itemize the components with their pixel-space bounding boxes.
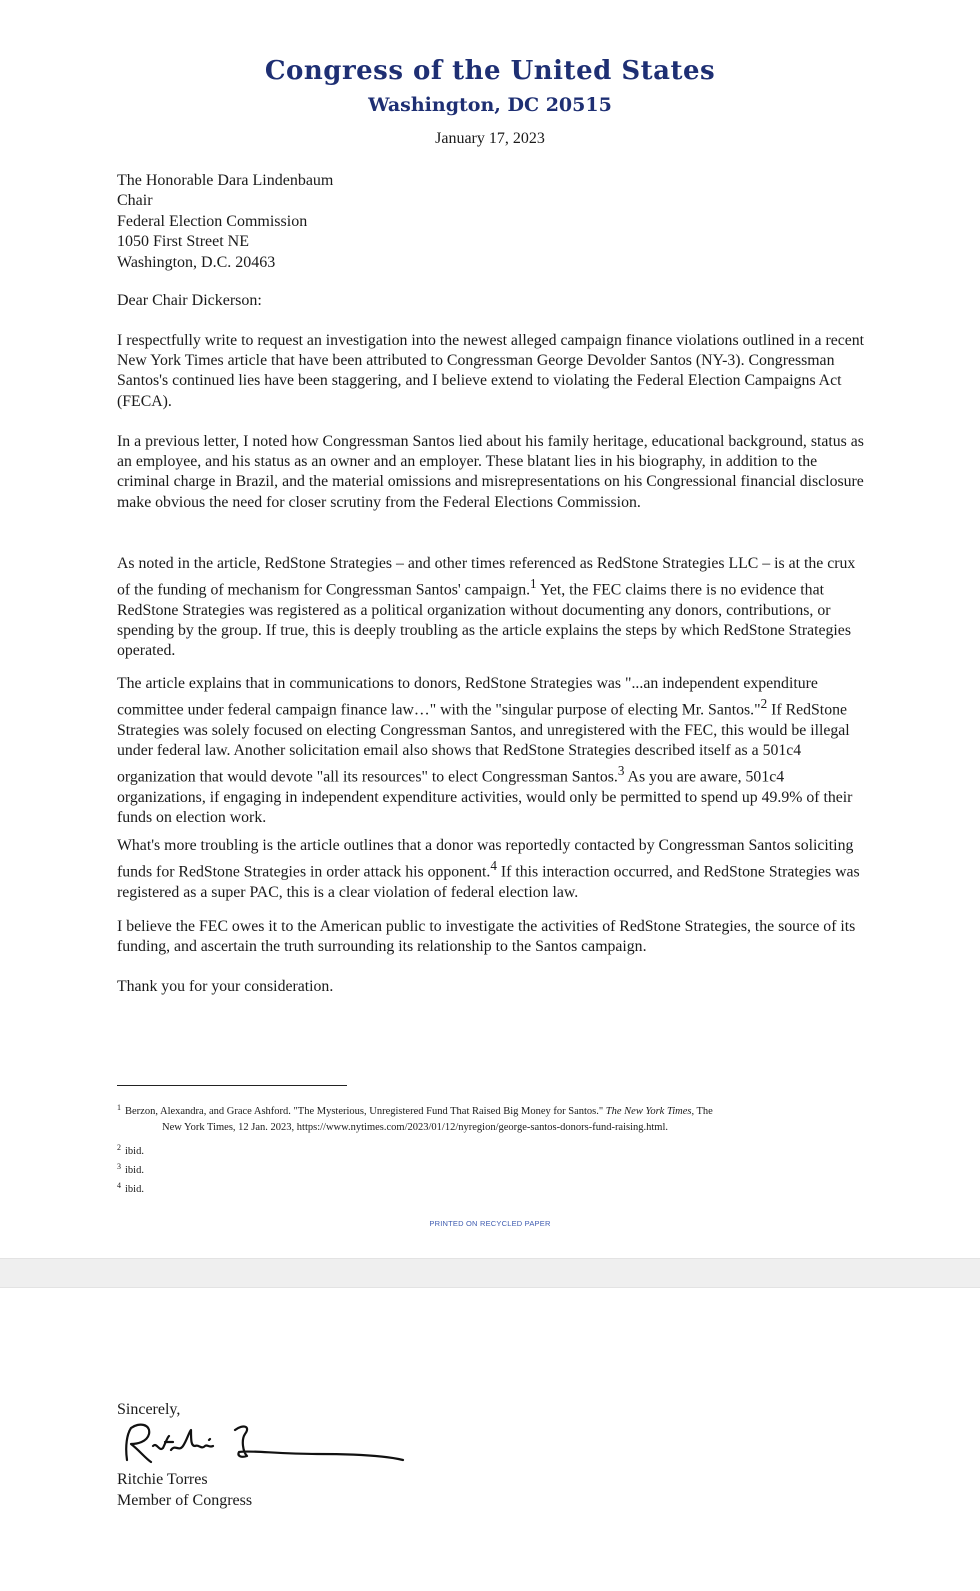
recipient-title: Chair: [117, 192, 153, 210]
recipient-name: The Honorable Dara Lindenbaum: [117, 172, 334, 189]
handwritten-signature: [117, 1416, 417, 1476]
body-paragraph-6: I believe the FEC owes it to the American public to investigate the activities of RedStone Strategies, the source of its funding, and ascertain the truth surrounding its relationship to the Santos campaign.: [117, 918, 856, 956]
paragraph-4-text-c: As you are aware, 501c4 organizations, if engaging in independent expenditure activities, would only be permitted to spend up 49.9% of their funds on election work.: [117, 768, 853, 826]
recipient-organization: Federal Election Commission: [117, 212, 308, 230]
footnote-2-text: ibid.: [125, 1146, 144, 1157]
body-paragraph-5: [117, 836, 865, 903]
letter-page-2: [0, 1288, 980, 1591]
recipient-city: Washington, D.C. 20463: [117, 253, 276, 271]
footnote-3-text: ibid.: [125, 1165, 144, 1176]
footnote-ref-4: 4: [490, 858, 497, 874]
footnote-2: [117, 1140, 857, 1160]
recipient-street: 1050 First Street NE: [117, 233, 249, 251]
footnote-1-number: 1: [117, 1103, 121, 1112]
footnote-ref-3: 3: [617, 763, 625, 779]
footnote-1: [117, 1100, 857, 1136]
footnote-4-text: ibid.: [125, 1184, 144, 1195]
paragraph-3-text-a: As noted in the article, RedStone Strategies – and other times referenced as RedStone Strategies LLC – is at the crux of the funding of mechanism for Congressman Santos' campaign.: [117, 555, 856, 599]
paragraph-5-text-b: If this interaction occurred, and RedStone Strategies was registered as a super PAC, this is a clear violation of federal election law.: [117, 863, 860, 901]
recipient-address: [117, 171, 333, 273]
footnote-1-text-c: New York Times, 12 Jan. 2023, https://www.nytimes.com/2023/01/12/nyregion/george-santos-donors-fund-raising.html.: [162, 1122, 669, 1133]
paragraph-4-text-b: If RedStone Strategies was solely focused on electing Congressman Santos, and unregistered with the FEC, this would be illegal under federal law. Another solicitation email also shows that RedStone Strategies described itself as a 501c4 organization that would devote "all its resources" to elect Congressman Santos.: [117, 701, 850, 786]
body-paragraph-3: [117, 554, 865, 661]
body-paragraph-1: I respectfully write to request an investigation into the newest alleged campaign finance violations outlined in a recent New York Times article that have been attributed to Congressman George Devolder Santos (NY-3). Congressman Santos's continued lies have been staggering, and I believe extend to violating the Federal Election Campaigns Act (FECA).: [117, 332, 865, 410]
signer-title: Member of Congress: [117, 1492, 253, 1509]
footnote-ref-2: 2: [760, 696, 768, 712]
salutation: Dear Chair Dickerson:: [117, 292, 262, 309]
valediction: Sincerely,: [117, 1401, 181, 1418]
footnote-2-number: 2: [117, 1143, 121, 1152]
paragraph-3-text-b: Yet, the FEC claims there is no evidence that RedStone Strategies was registered as a political organization without documenting any donors, contributions, or spending by the group. If true, this is deeply troubling as the article explains the steps by which RedStone Strategies operated.: [117, 581, 851, 660]
body-paragraph-4: [117, 674, 865, 828]
signer-name: Ritchie Torres: [117, 1471, 208, 1488]
printed-on-recycled-paper-note: PRINTED ON RECYCLED PAPER: [429, 1219, 551, 1228]
footnote-1-text-b: , The: [691, 1106, 713, 1117]
paragraph-4-text-a: The article explains that in communications to donors, RedStone Strategies was "...an independent expenditure committee under federal campaign finance law…" with the "singular purpose of electing Mr. Santos.": [117, 675, 818, 719]
footnote-4-number: 4: [117, 1181, 121, 1190]
letterhead-title: Congress of the United States: [264, 56, 716, 86]
footnote-3-number: 3: [117, 1162, 121, 1171]
footnote-divider: [117, 1085, 347, 1086]
paragraph-5-text-a: What's more troubling is the article outlines that a donor was reportedly contacted by Congressman Santos soliciting funds for RedStone Strategies in order attack his opponent.: [117, 837, 854, 881]
body-paragraph-7: Thank you for your consideration.: [117, 978, 334, 995]
footnote-1-journal: The New York Times: [605, 1106, 692, 1117]
footnote-ref-1: 1: [530, 576, 537, 592]
body-paragraph-2: In a previous letter, I noted how Congressman Santos lied about his family heritage, educational background, status as an employee, and his status as an owner and an employer. These blatant lies in his biography, in addition to the criminal charge in Brazil, and the material omissions and misrepresentations on his Congressional financial disclosure make obvious the need for closer scrutiny from the Federal Elections Commission.: [117, 433, 864, 511]
footnote-4: [117, 1178, 857, 1198]
footnote-1-text-a: Berzon, Alexandra, and Grace Ashford. "The Mysterious, Unregistered Fund That Raised Big Money for Santos.": [125, 1106, 606, 1117]
signer-block: [117, 1469, 252, 1511]
letterhead-location: Washington, DC 20515: [368, 94, 612, 116]
letter-date: January 17, 2023: [435, 130, 545, 147]
page-gap: [0, 1259, 980, 1288]
footnote-3: [117, 1159, 857, 1179]
